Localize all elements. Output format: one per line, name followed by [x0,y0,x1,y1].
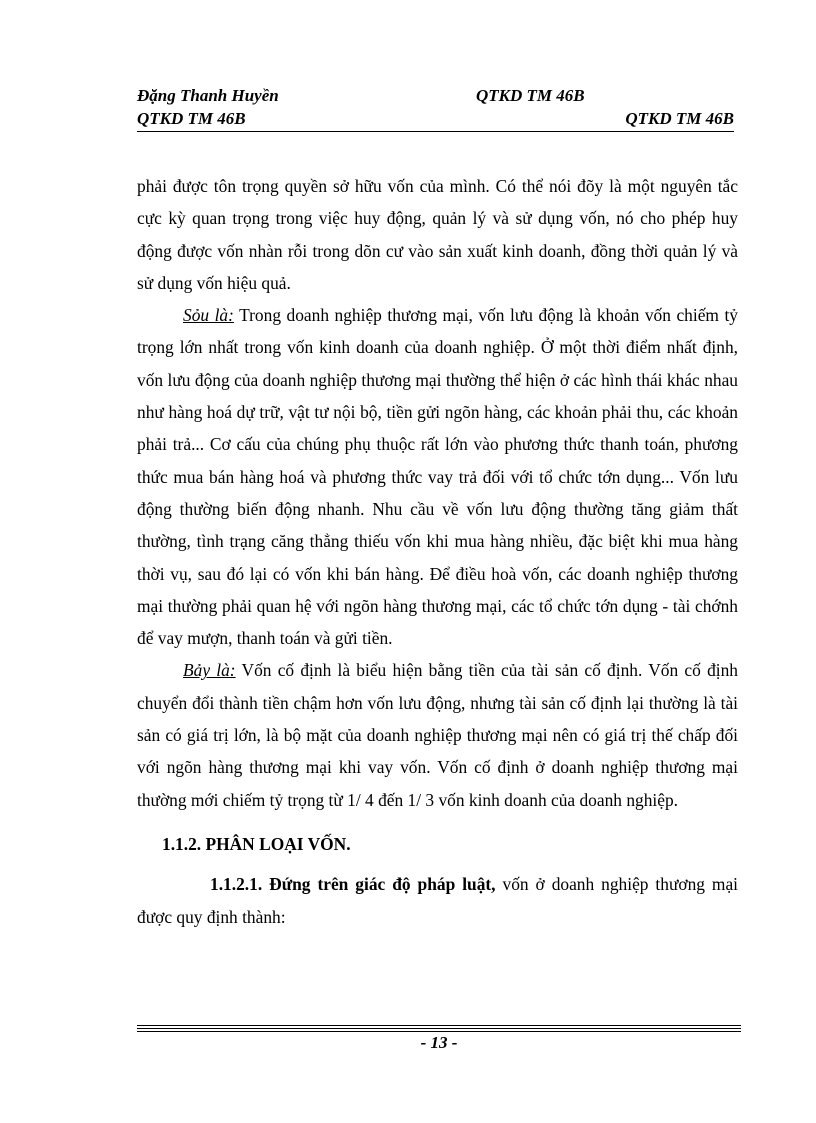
header-author: Đặng Thanh Huyền [137,86,279,105]
header-class-left: QTKD TM 46B [137,109,246,128]
subsection-number: 1.1.2.1. [210,874,263,895]
footer-rule-1 [137,1025,741,1026]
paragraph-2-label: Sỏu là: [183,305,234,326]
subsection-paragraph [137,868,738,933]
paragraph-2-text: Trong doanh nghiệp thương mại, vốn lưu động là khoản vốn chiếm tỷ trọng lớn nhất trong vốn kinh doanh của doanh nghiệp. Ở một thời điểm nhất định, vốn lưu động của doanh nghiệp thương mại thường thể hiện ở các hình thái khác nhau như hàng hoá dự trữ, vật tư nội bộ, tiền gửi ngõn hàng, các khoản phải thu, các khoản phải trả... Cơ cấu của chúng phụ thuộc rất lớn vào phương thức thanh toán, phương thức mua bán hàng hoá và phương thức vay trả đối với tổ chức tớn dụng... Vốn lưu động thường biến động nhanh. Nhu cầu về vốn lưu động thường tăng giảm thất thường, tình trạng căng thẳng thiếu vốn khi mua hàng nhiều, đặc biệt khi mua hàng thời vụ, sau đó lại có vốn khi bán hàng. Để điều hoà vốn, các doanh nghiệp thương mại thường phải quan hệ với ngõn hàng thương mại, các tổ chức tớn dụng - tài chớnh để vay mượn, thanh toán và gửi tiền. [137,305,738,649]
paragraph-3 [137,654,738,815]
subsection-title: Đứng trên giác độ pháp luật, [269,874,496,895]
paragraph-3-label: Bảy là: [183,660,236,681]
footer-rule-2 [137,1028,741,1029]
header-rule [137,131,734,132]
header-class-right: QTKD TM 46B [625,109,734,128]
header-class-center: QTKD TM 46B [476,86,585,105]
paragraph-2 [137,299,738,654]
paragraph-3-text: Vốn cố định là biểu hiện bằng tiền của tài sản cố định. Vốn cố định chuyển đổi thành tiền chậm hơn vốn lưu động, nhưng tài sản cố định lại thường là tài sản có giá trị lớn, là bộ mặt của doanh nghiệp thương mại nên có giá trị thế chấp đối với ngõn hàng thương mại khi vay vốn. Vốn cố định ở doanh nghiệp thương mại thường mới chiếm tỷ trọng từ 1/ 4 đến 1/ 3 vốn kinh doanh của doanh nghiệp. [137,660,738,810]
subsection-text: vốn ở doanh nghiệp thương mại được quy định thành: [137,874,739,927]
paragraph-1: phải được tôn trọng quyền sở hữu vốn của mình. Có thể nói đõy là một nguyên tắc cực kỳ quan trọng trong việc huy động, quản lý và sử dụng vốn, nó cho phép huy động được vốn nhàn rỗi trong dõn cư vào sản xuất kinh doanh, đồng thời quản lý và sử dụng vốn hiệu quả. [137,176,738,293]
footer-rule-3 [137,1031,741,1032]
page-number: - 13 - [420,1033,458,1052]
section-heading: 1.1.2. PHÂN LOẠI VỐN. [162,833,351,854]
body-text [137,170,738,933]
